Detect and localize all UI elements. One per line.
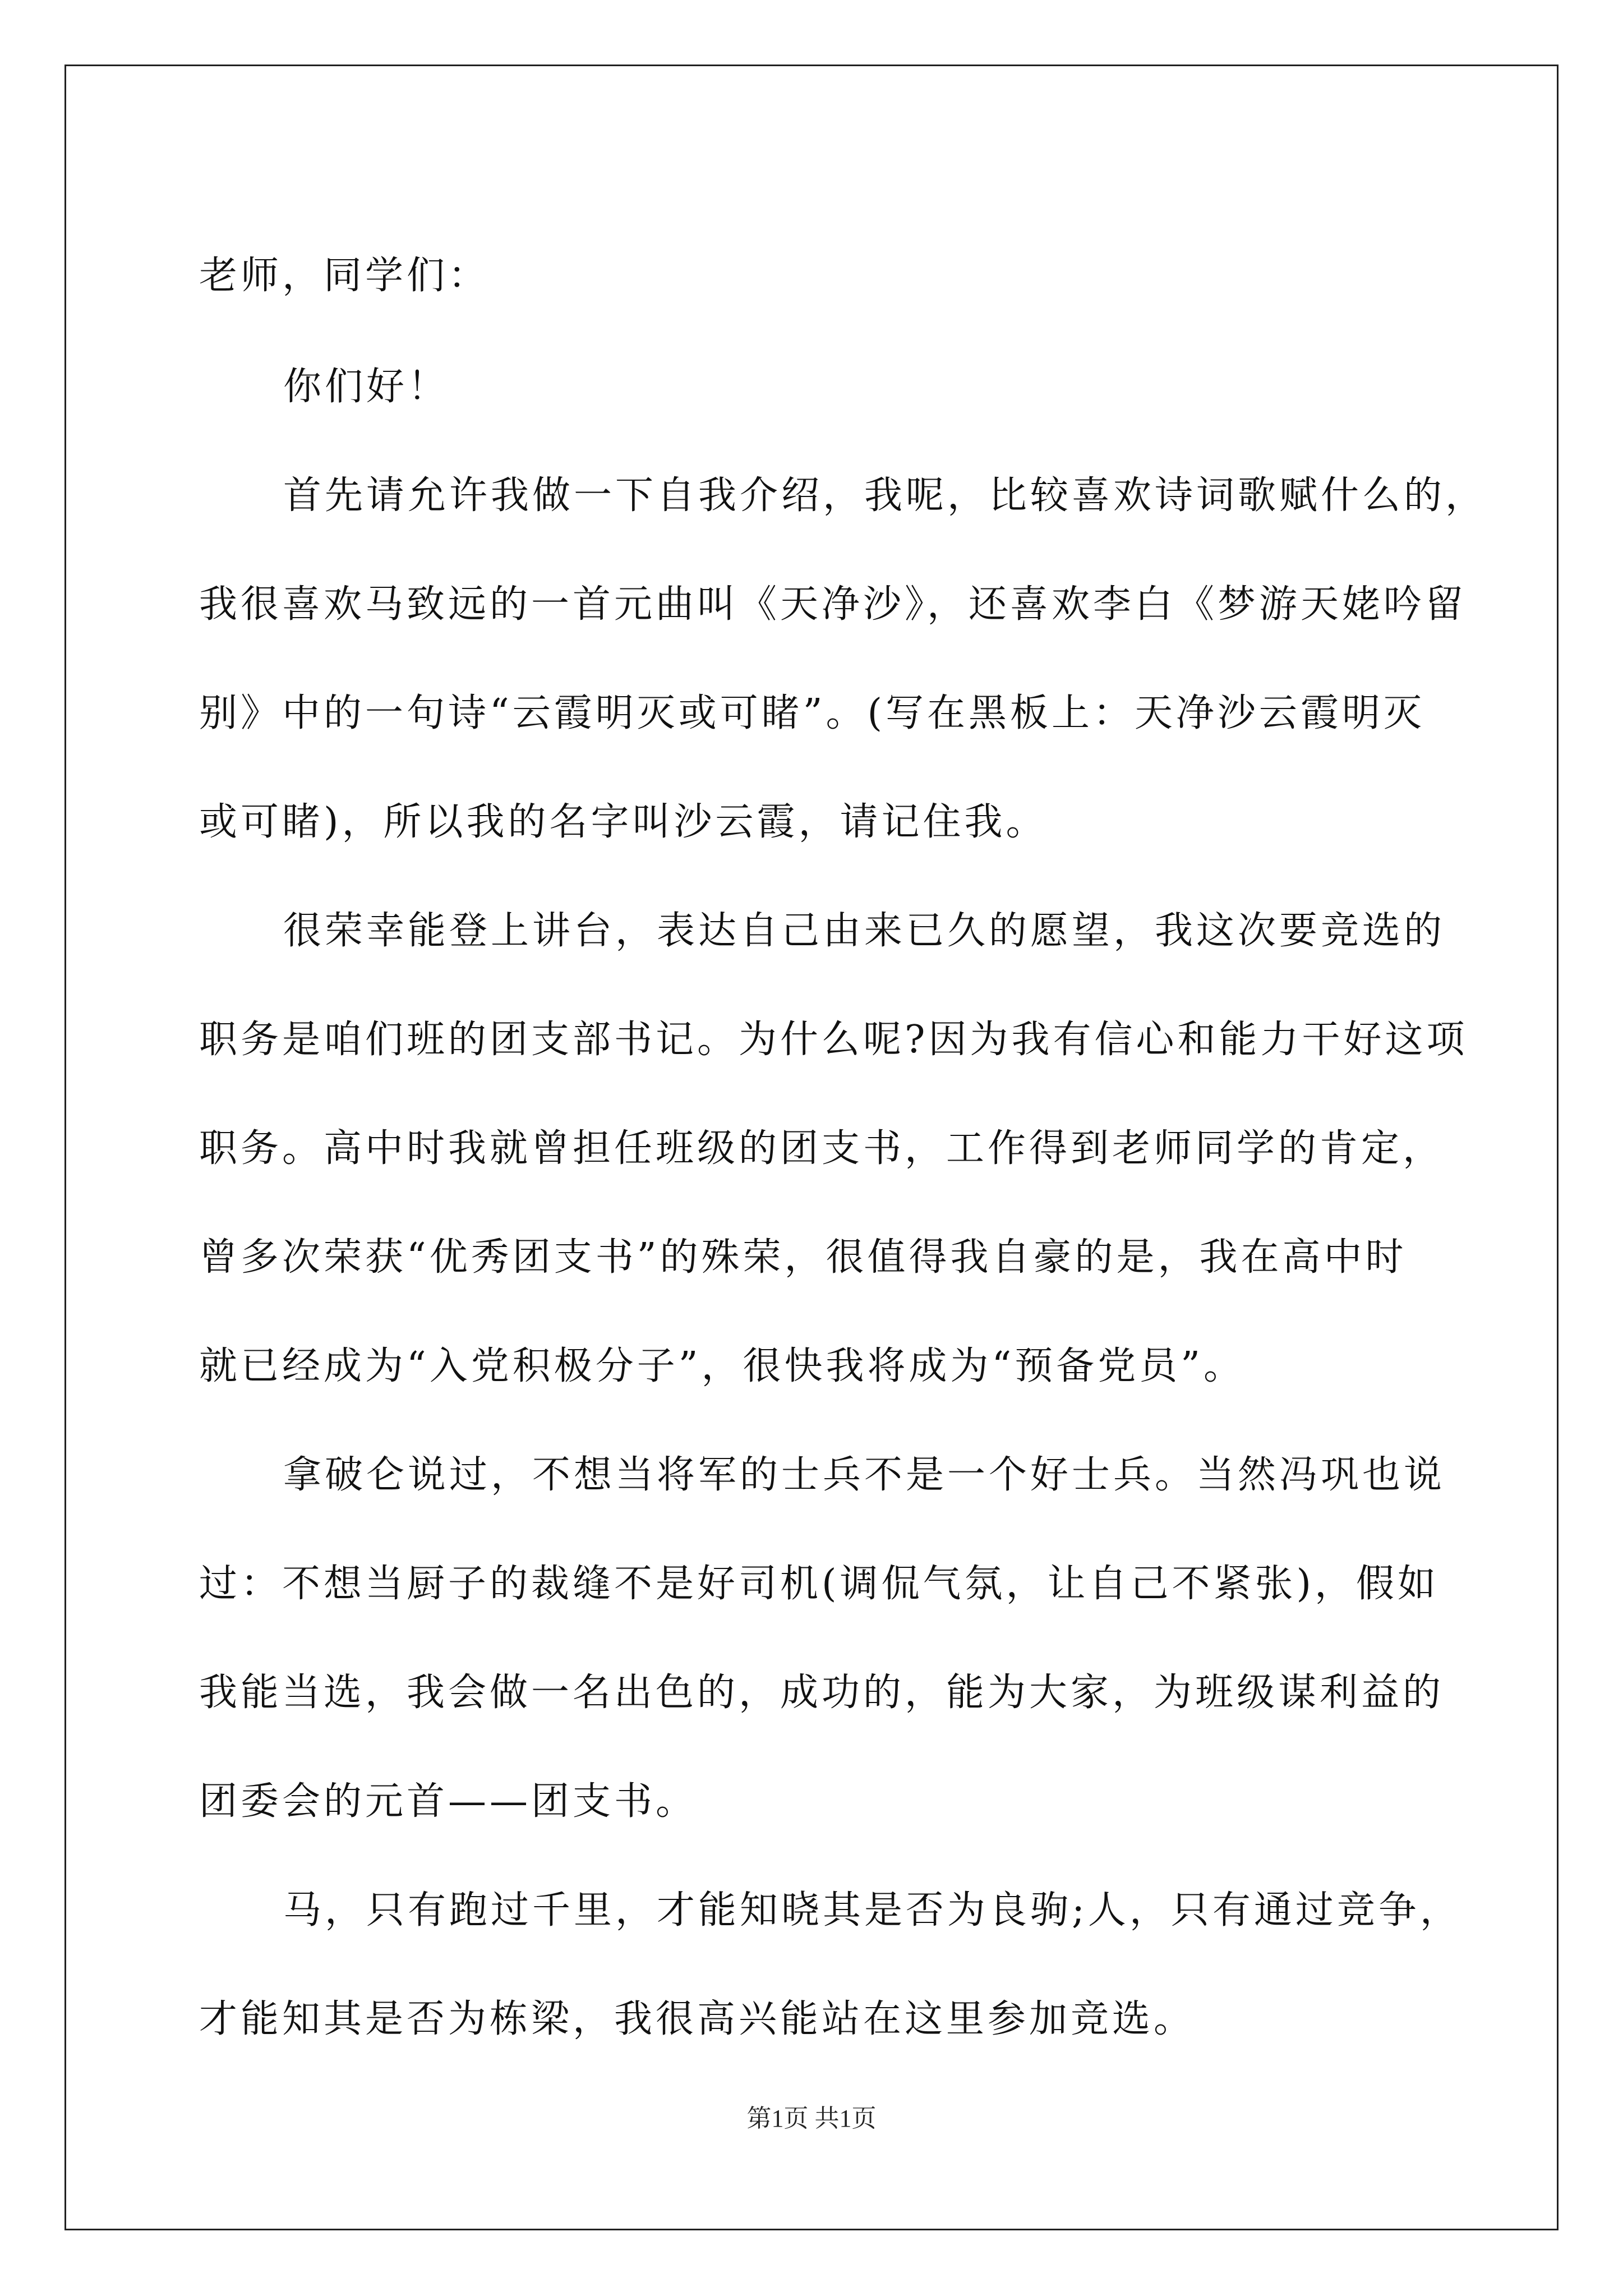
paragraph-line: 团委会的元首——团支书。 [199,1779,698,1824]
document-body [199,222,1487,2074]
paragraph-line: 或可睹)，所以我的名字叫沙云霞，请记住我。 [199,800,1048,844]
greeting: 你们好！ [283,365,450,409]
paragraph-line: 首先请允许我做一下自我介绍，我呢，比较喜欢诗词歌赋什么的， [283,473,1487,518]
paragraph-line: 很荣幸能登上讲台，表达自己由来已久的愿望，我这次要竞选的 [283,909,1446,953]
paragraph-line: 职务是咱们班的团支部书记。为什么呢?因为我有信心和能力干好这项 [199,1018,1468,1062]
paragraph-line: 我很喜欢马致远的一首元曲叫《天净沙》，还喜欢李白《梦游天姥吟留 [199,582,1467,627]
paragraph-line: 职务。高中时我就曾担任班级的团支书，工作得到老师同学的肯定， [199,1126,1445,1171]
paragraph-line: 马，只有跑过千里，才能知晓其是否为良驹;人，只有通过竞争， [283,1888,1461,1932]
paragraph-line: 就已经成为“入党积极分子”，很快我将成为“预备党员”。 [199,1344,1246,1388]
salutation: 老师，同学们： [199,254,490,298]
paragraph-self-intro [199,441,1487,877]
paragraph-line: 拿破仑说过，不想当将军的士兵不是一个好士兵。当然冯巩也说 [283,1453,1446,1497]
paragraph-line: 别》中的一句诗“云霞明灭或可睹”。(写在黑板上：天净沙云霞明灭 [199,691,1426,735]
paragraph-quote [199,1421,1446,1856]
paragraph-position [199,877,1468,1421]
paragraph-closing [199,1856,1461,2074]
paragraph-line: 曾多次荣获“优秀团支书”的殊荣，很值得我自豪的是，我在高中时 [199,1235,1407,1280]
paragraph-line: 过：不想当厨子的裁缝不是好司机(调侃气氛，让自己不紧张)，假如 [199,1562,1440,1606]
paragraph-line: 我能当选，我会做一名出色的，成功的，能为大家，为班级谋利益的 [199,1671,1445,1715]
page-footer: 第1页 共1页 [746,2105,877,2132]
paragraph-line: 才能知其是否为栋梁，我很高兴能站在这里参加竞选。 [199,1997,1196,2041]
